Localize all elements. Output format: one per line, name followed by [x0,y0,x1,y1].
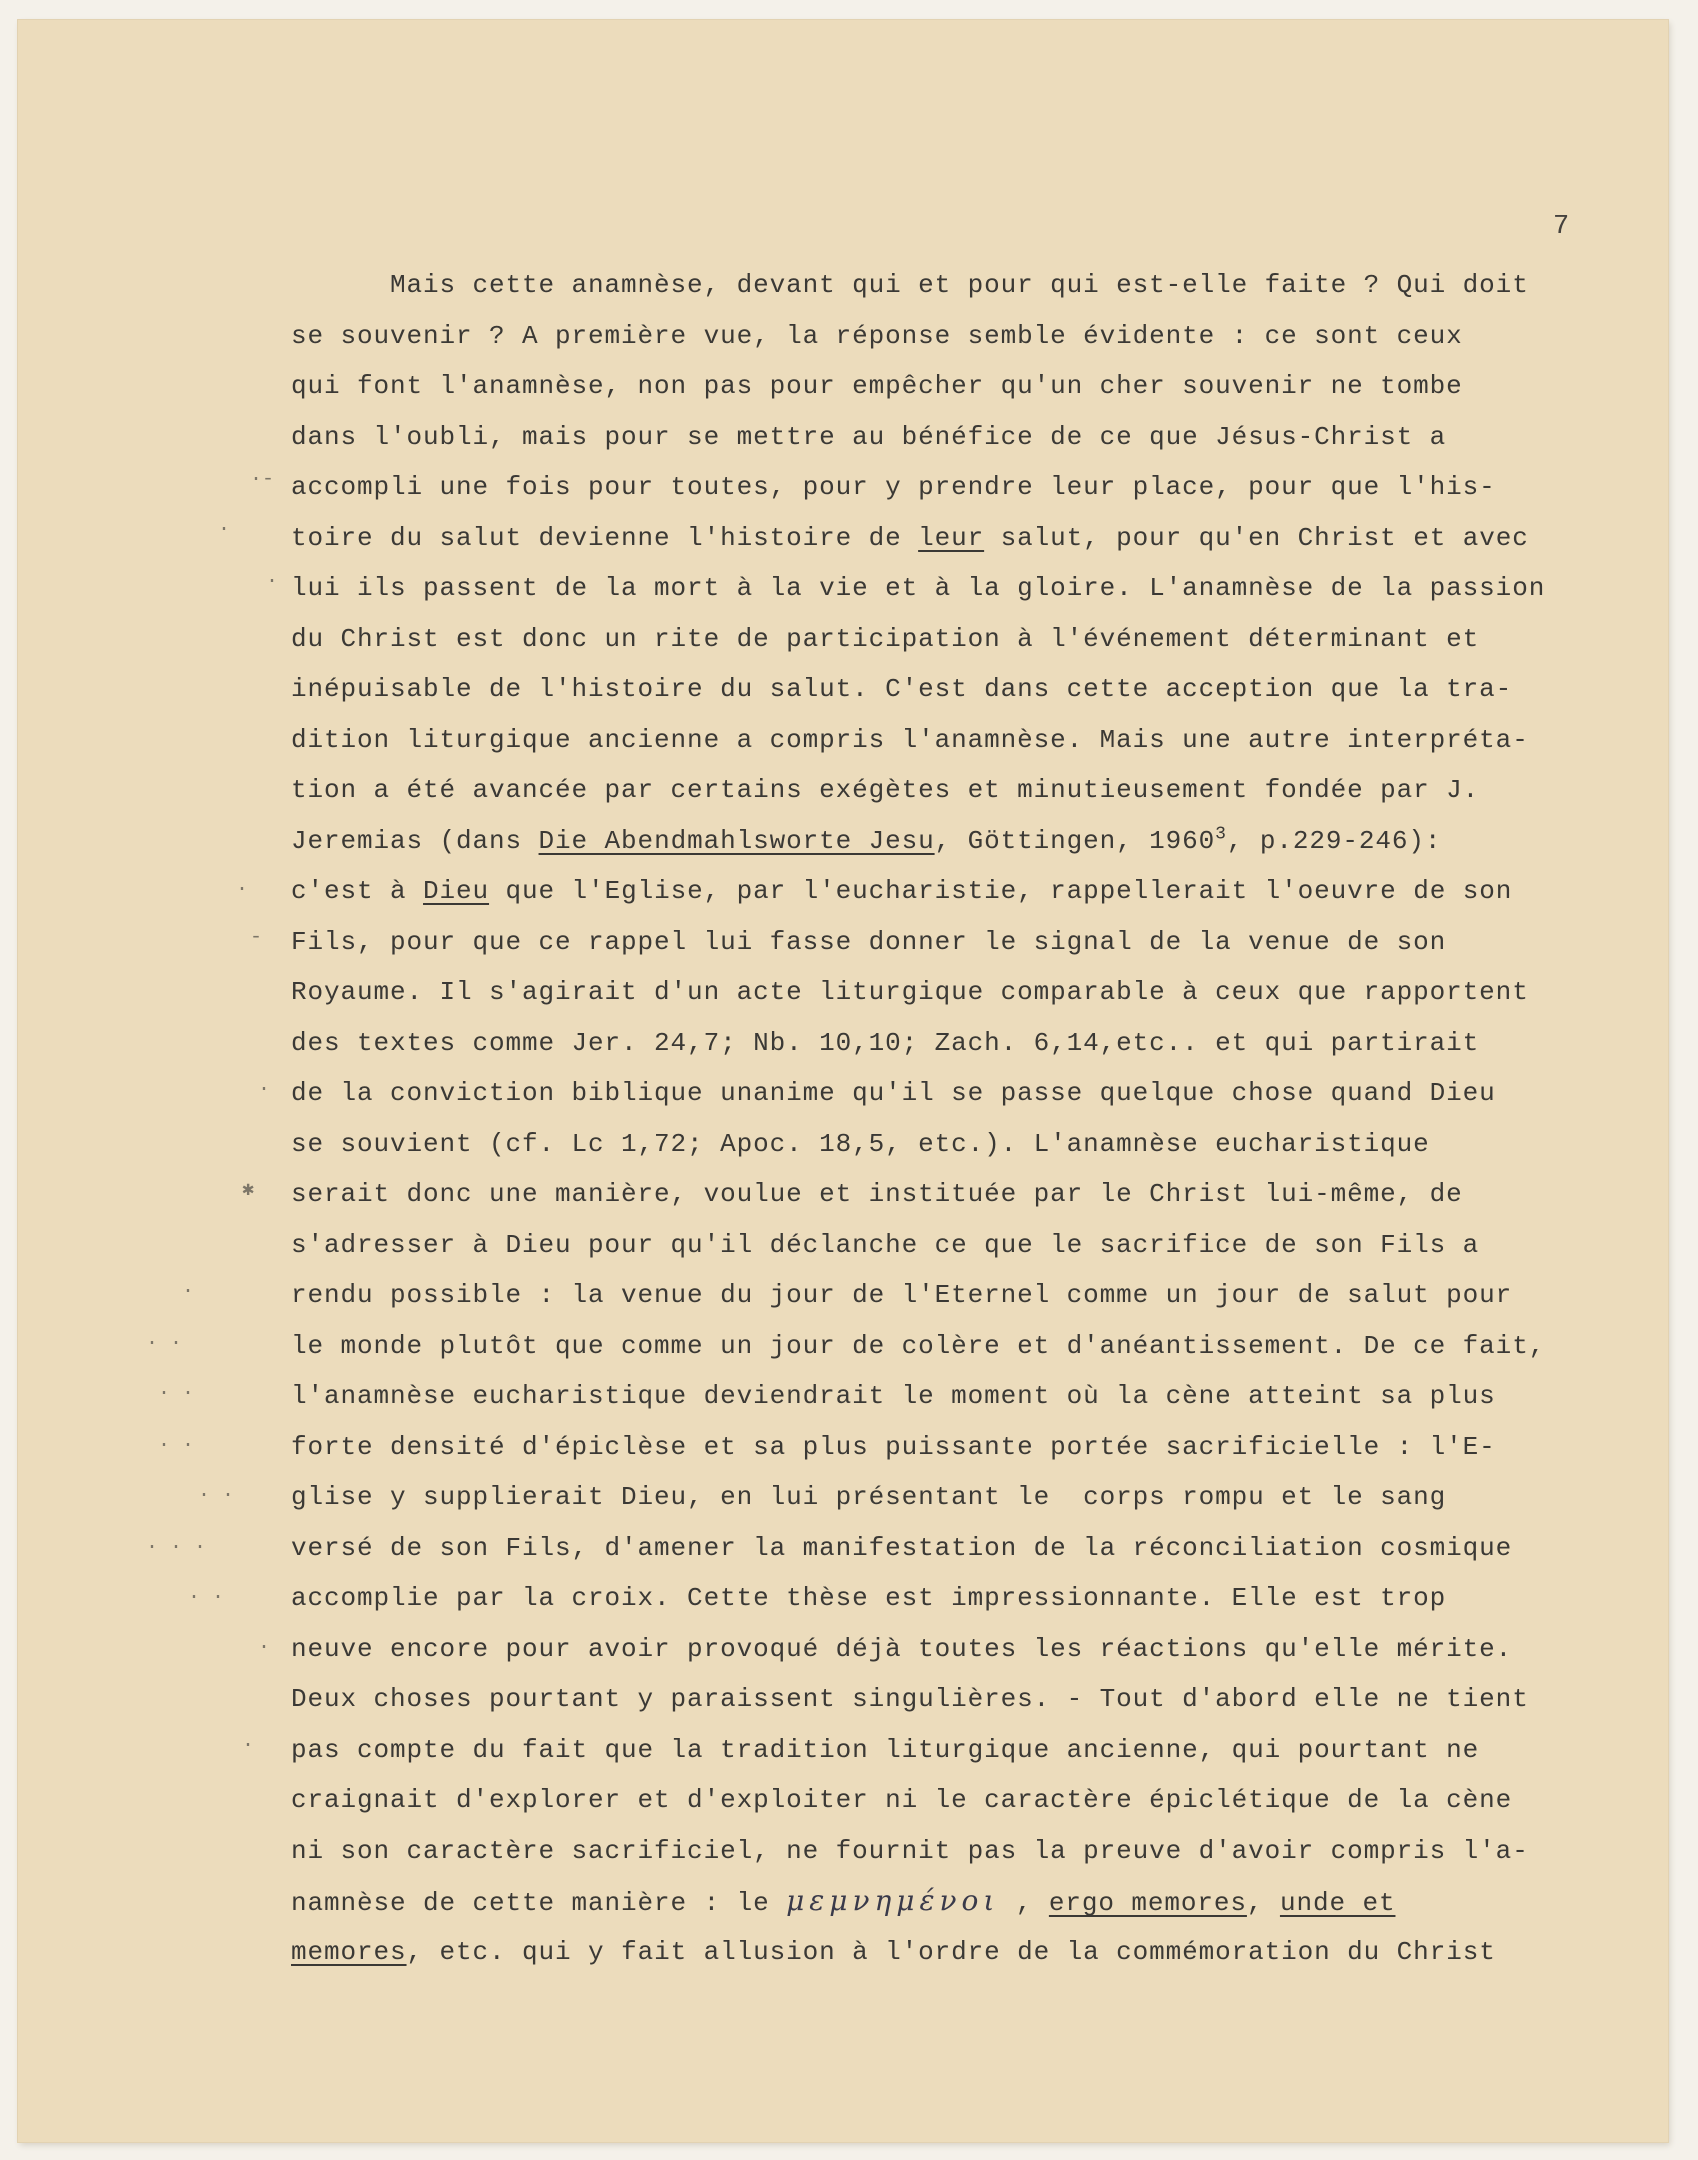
text-segment: pas compte du fait que la tradition liturgique ancienne, qui pourtant ne [291,1734,1480,1765]
text-line [291,1321,1651,1372]
text-line [291,715,1651,766]
text-line [291,1119,1651,1170]
text-segment: s'adresser à Dieu pour qu'il déclanche ce que le sacrifice de son Fils a [291,1229,1480,1260]
text-segment: dans l'oubli, mais pour se mettre au bénéfice de ce que Jésus-Christ a [291,421,1447,452]
text-line [291,361,1651,412]
text-line [291,1775,1651,1826]
text-line [291,967,1651,1018]
text-line [291,1573,1651,1624]
text-line [291,563,1651,614]
text-line [291,1472,1651,1523]
page-number: 7 [1553,212,1570,242]
text-line [291,1927,1651,1978]
text-line [291,462,1651,513]
text-segment: Jeremias (dans [291,825,539,856]
text-segment: ni son caractère sacrificiel, ne fournit pas la preuve d'avoir compris l'a- [291,1835,1529,1866]
text-line [291,1371,1651,1422]
text-segment: de la conviction biblique unanime qu'il se passe quelque chose quand Dieu [291,1078,1496,1108]
text-line [291,1523,1651,1574]
text-segment: Fils, pour que ce rappel lui fasse donner le signal de la venue de son [291,926,1447,957]
text-segment: , [999,1888,1049,1918]
text-segment: lui ils passent de la mort à la vie et à la gloire. L'anamnèse de la passion [291,573,1546,603]
text-segment: versé de son Fils, d'amener la manifestation de la réconciliation cosmique [291,1532,1513,1563]
text-segment: Mais cette anamnèse, devant qui et pour qui est-elle faite ? Qui doit [291,270,1529,300]
text-line [291,513,1651,564]
text-segment: se souvient (cf. Lc 1,72; Apoc. 18,5, etc.). L'anamnèse eucharistique [291,1128,1430,1159]
text-segment: Deux choses pourtant y paraissent singulières. - Tout d'abord elle ne tient [291,1684,1529,1714]
text-line [291,1674,1651,1725]
text-segment: accomplie par la croix. Cette thèse est impressionnante. Elle est trop [291,1583,1447,1613]
text-segment: que l'Eglise, par l'eucharistie, rappellerait l'oeuvre de son [489,876,1513,906]
text-segment: Royaume. Il s'agirait d'un acte liturgique comparable à ceux que rapportent [291,977,1529,1007]
text-line [291,1068,1651,1119]
underlined-text: leur [918,522,985,553]
text-segment: forte densité d'épiclèse et sa plus puissante portée sacrificielle : l'E- [291,1431,1496,1462]
text-segment: serait donc une manière, voulue et instituée par le Christ lui-même, de [291,1179,1463,1209]
text-segment: dition liturgique ancienne a compris l'anamnèse. Mais une autre interpréta- [291,724,1529,755]
text-segment: glise y supplierait Dieu, en lui présentant le corps rompu et le sang [291,1482,1447,1512]
text-segment: toire du salut devienne l'histoire de [291,522,919,553]
text-line [291,1876,1651,1927]
text-segment: neuve encore pour avoir provoqué déjà toutes les réactions qu'elle mérite. [291,1633,1513,1664]
text-segment: tion a été avancée par certains exégètes et minutieusement fondée par J. [291,775,1480,805]
text-segment: se souvenir ? A première vue, la réponse semble évidente : ce sont ceux [291,320,1463,351]
paper-sheet: 7 ·- · · · - · ✱ · · · · · · · · · · · · · · · · Mais cette anamnèse, devant qui et pour qui est-elle faite ? Qui doit se souvenir ? A première vue, la réponse semble évidente : ce sont ceux qui font l'anamnèse, non pas pour empêcher qu'un cher souvenir ne tombe dans l'oubli, mais pour se mettre au bénéfice de ce que Jésus-Christ a accompli une fois pour toutes, pour y prendre leur place, pour que l'his- toire du salut devienne l'histoire de leur salut, pour qu'en Christ et avec lui ils passent de la mort à la vie et à la gloire. L'anamnèse de la passion du Christ est donc un rite de participation à l'événement déterminant et inépuisable de l'histoire du salut. C'est dans cette acception que la tra- dition liturgique ancienne a compris l'anamnèse. Mais une autre interpréta- tion a été avancée par certains exégètes et minutieusement fondée par J. Jeremias (dans Die Abendmahlsworte Jesu, Göttingen, 1960$^3$, p.229-246): c'est à Dieu que l'Eglise, par l'eucharistie, rappellerait l'oeuvre de son Fils, pour que ce rappel lui fasse donner le signal de la venue de son Royaume. Il s'agirait d'un acte liturgique comparable à ceux que rapportent des textes comme Jer. 24,7; Nb. 10,10; Zach. 6,14,etc.. et qui partirait de la conviction biblique unanime qu'il se passe quelque chose quand Dieu se souvient (cf. Lc 1,72; Apoc. 18,5, etc.). L'anamnèse eucharistique serait donc une manière, voulue et instituée par le Christ lui-même, de s'adresser à Dieu pour qu'il déclanche ce que le sacrifice de son Fils a rendu possible : la venue du jour de l'Eternel comme un jour de salut pour le monde plutôt que comme un jour de colère et d'anéantissement. De ce fait, l'anamnèse eucharistique deviendrait le moment où la cène atteint sa plus forte densité d'épiclèse et sa plus puissante portée sacrificielle : l'E- glise y supplierait Dieu, en lui présentant le corps rompu et le sang versé de son Fils, d'amener la manifestation de la réconciliation cosmique accomplie par la croix. Cette thèse est impressionnante. Elle est trop neuve encore pour avoir provoqué déjà toutes les réactions qu'elle mérite. Deux choses pourtant y paraissent singulières. - Tout d'abord elle ne tient pas compte du fait que la tradition liturgique ancienne, qui pourtant ne craignait d'explorer et d'exploiter ni le caractère épiclétique de la cène ni son caractère sacrificiel, ne fournit pas la preuve d'avoir compris l'a- namnèse de cette manière : le μεμνημένοι , ergo memores, unde et memores, etc. qui y fait allusion à l'ordre de la commémoration du Christ [18,20,1668,2142]
text-line [291,260,1651,311]
text-segment: rendu possible : la venue du jour de l'Eternel comme un jour de salut pour [291,1280,1513,1310]
text-segment: des textes comme Jer. 24,7; Nb. 10,10; Zach. 6,14,etc.. et qui partirait [291,1027,1480,1058]
text-line [291,1169,1651,1220]
text-line [291,412,1651,463]
text-line [291,1018,1651,1069]
text-segment: du Christ est donc un rite de participation à l'événement déterminant et [291,623,1480,654]
text-line [291,1624,1651,1675]
text-segment: , etc. qui y fait allusion à l'ordre de la commémoration du Christ [406,1936,1496,1967]
text-segment: , Göttingen, 1960 [934,825,1216,856]
underlined-text: ergo memores [1048,1888,1247,1918]
text-segment: salut, pour qu'en Christ et avec [984,522,1529,553]
text-line [291,917,1651,968]
text-segment: craignait d'explorer et d'exploiter ni le caractère épiclétique de la cène [291,1785,1513,1815]
text-segment: , p.229-246): [1226,825,1442,856]
text-segment: inépuisable de l'histoire du salut. C'est dans cette acception que la tra- [291,674,1513,704]
text-line [291,1270,1651,1321]
text-segment: c'est à [291,876,424,906]
text-segment: accompli une fois pour toutes, pour y prendre leur place, pour que l'his- [291,472,1496,502]
text-line [291,1725,1651,1776]
text-line [291,664,1651,715]
text-line [291,1826,1651,1877]
text-line [291,765,1651,816]
text-line [291,1422,1651,1473]
text-segment: namnèse de cette manière : le [291,1888,787,1918]
text-segment: qui font l'anamnèse, non pas pour empêcher qu'un cher souvenir ne tombe [291,371,1463,401]
text-line [291,816,1651,867]
text-segment: , [1246,1888,1280,1918]
text-segment: le monde plutôt que comme un jour de colère et d'anéantissement. De ce fait, [291,1330,1546,1361]
text-line [291,866,1651,917]
underlined-text: unde et [1279,1888,1396,1918]
text-segment: l'anamnèse eucharistique deviendrait le moment où la cène atteint sa plus [291,1381,1496,1411]
greek-word: μεμνημένοι [786,1884,1000,1917]
superscript: 3 [1215,823,1227,844]
text-line [291,1220,1651,1271]
underlined-text: Dieu [423,876,490,906]
text-line [291,311,1651,362]
underlined-text: Die Abendmahlsworte Jesu [538,825,935,856]
underlined-text: memores [291,1936,407,1967]
text-line [291,614,1651,665]
document-body [291,260,1651,1977]
